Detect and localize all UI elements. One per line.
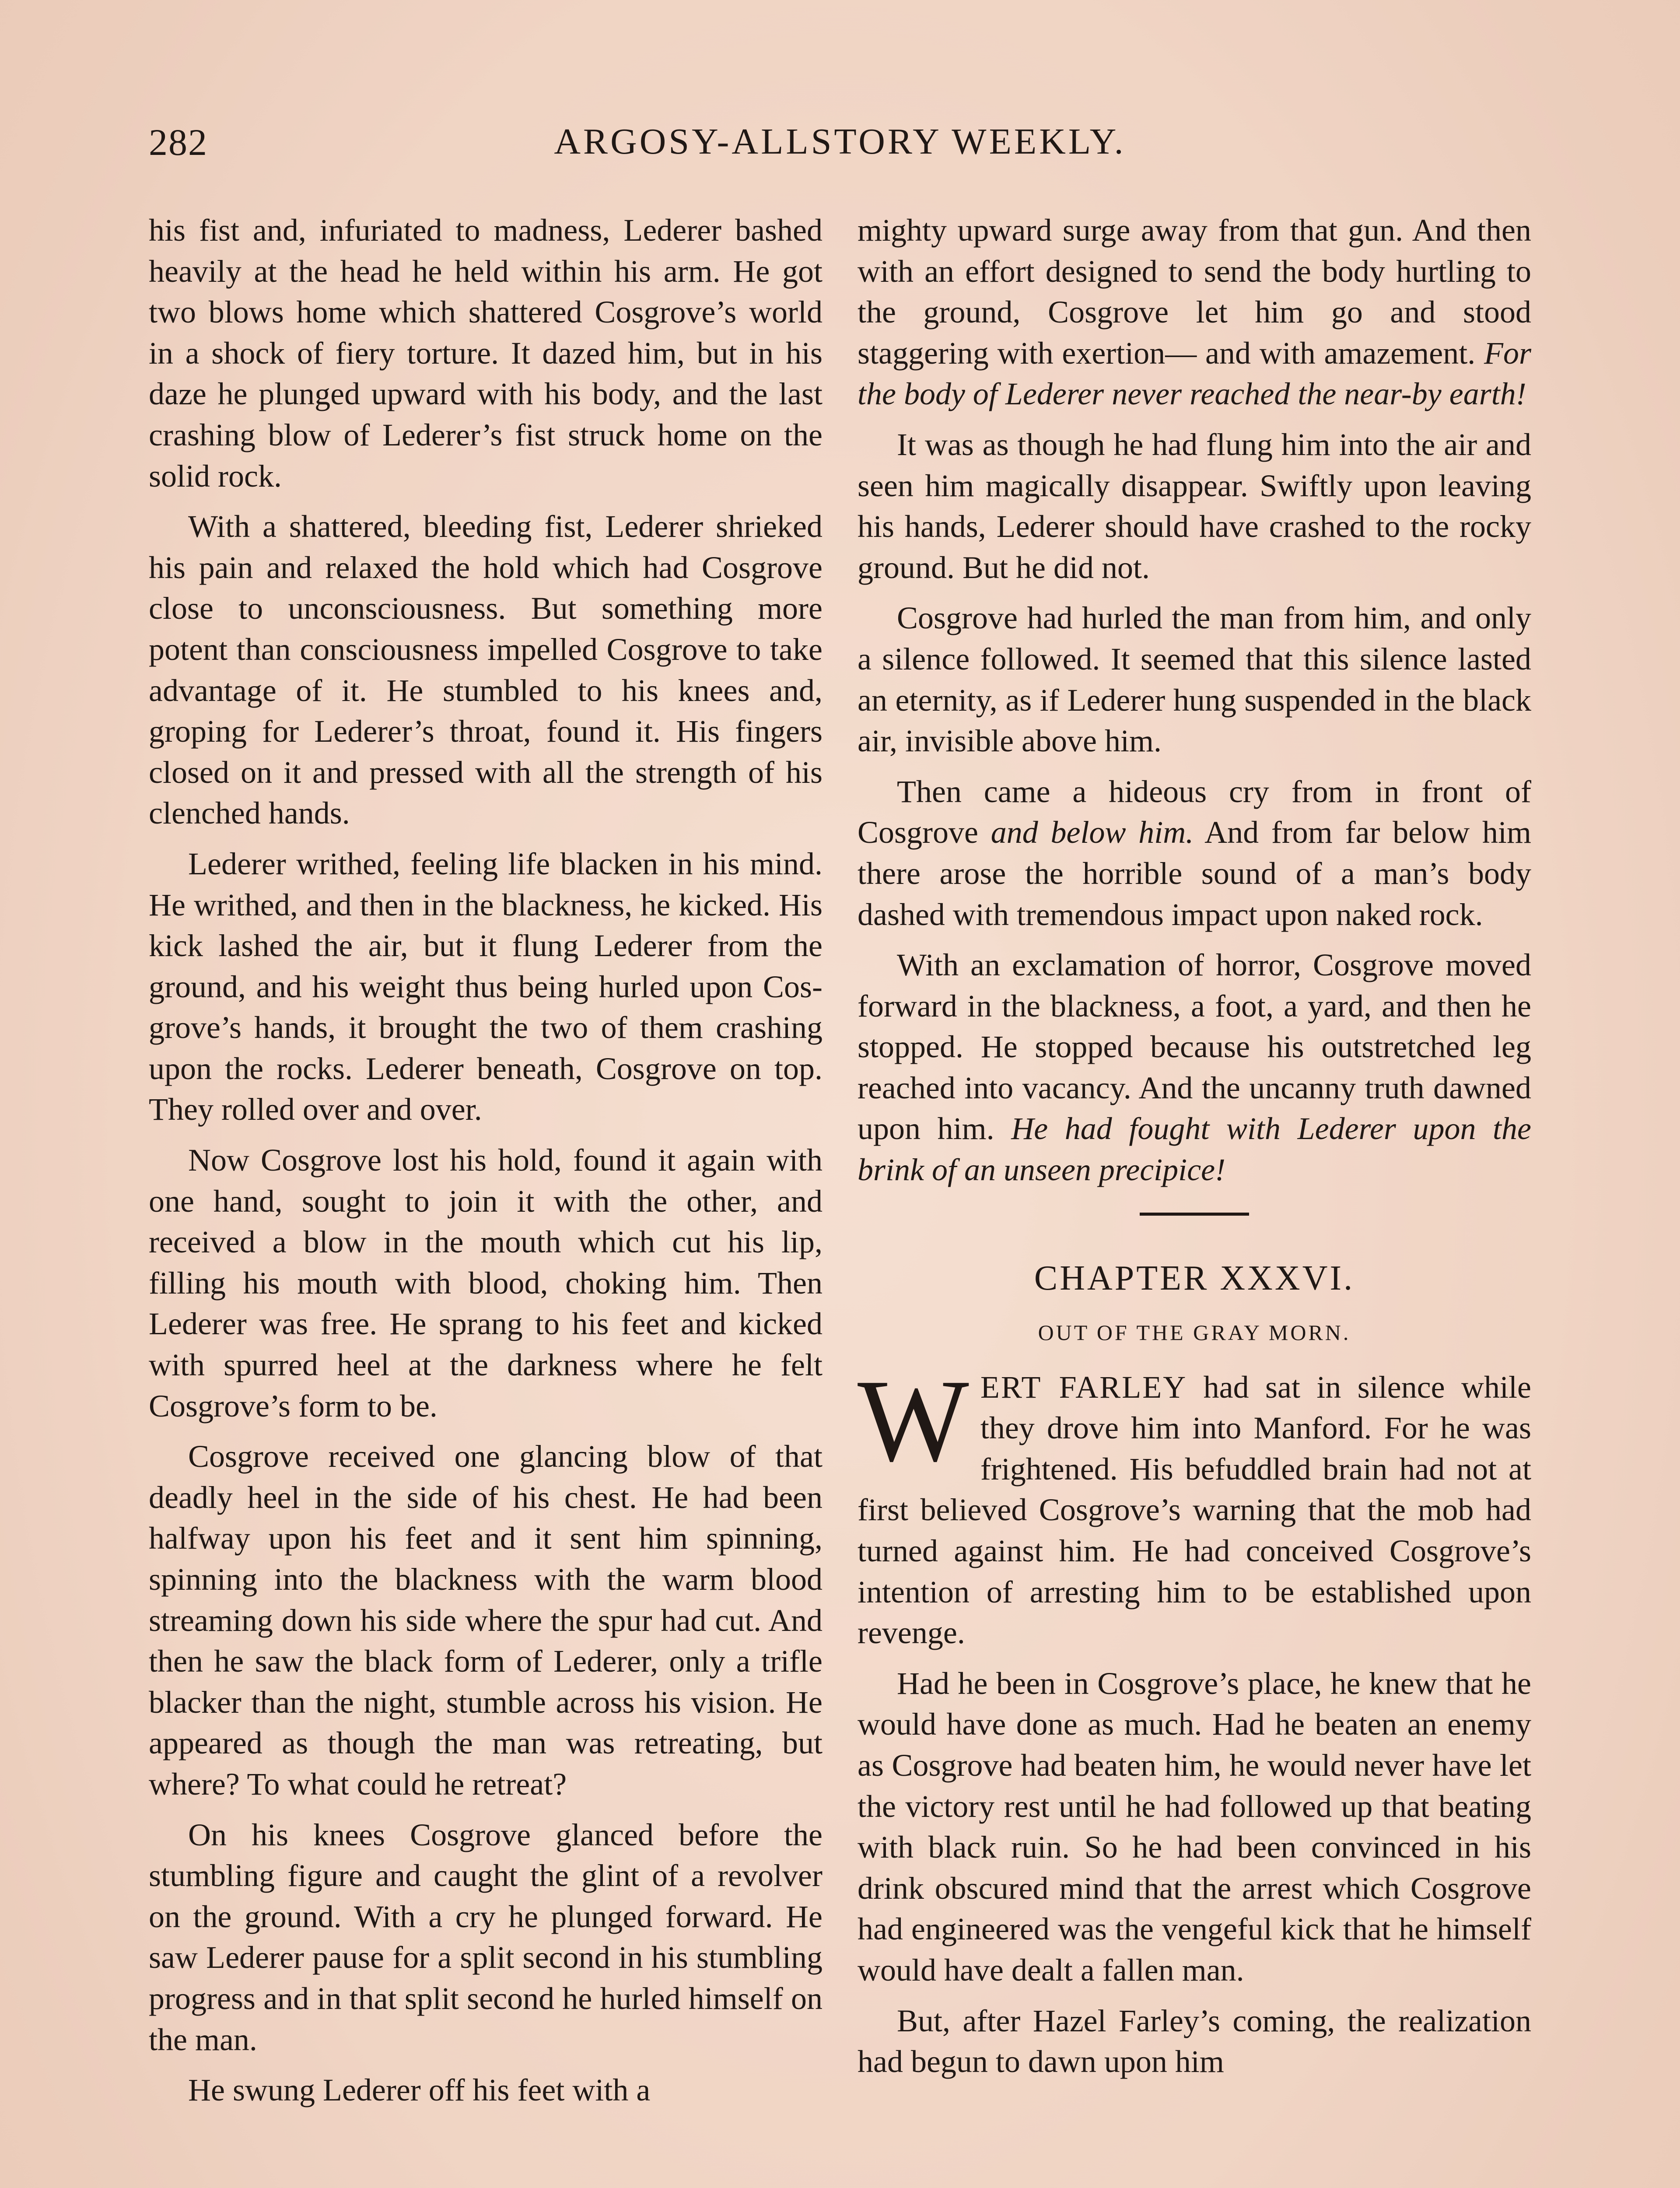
small-caps-text: ERT FARLEY <box>980 1369 1187 1405</box>
italic-text: For the body of Lederer never reached the near-by earth! <box>858 335 1531 412</box>
paragraph <box>858 945 1531 1191</box>
paragraph <box>858 1355 1531 1654</box>
paragraph: Cosgrove had hurled the man from him, and only a silence followed. It seemed that this silence lasted an eternity, as if Lederer hung suspended in the black air, invisible above him. <box>858 600 1531 759</box>
italic-text: and below him. <box>990 815 1194 850</box>
paragraph-text: And from far below him there arose the horrible sound of a man’s body dashed with tremendous impact upon naked rock. <box>858 815 1531 932</box>
paragraph <box>858 210 1531 415</box>
paragraph: But, after Hazel Farley’s coming, the realization had begun to dawn upon him <box>858 2003 1531 2079</box>
paragraph-text: mighty upward surge away from that gun. And then with an effort designed to send the body hurtling to the ground, Cosgrove let him go and stood staggering with exertion— and with amazement. <box>858 213 1531 371</box>
chapter-subtitle: OUT OF THE GRAY MORN. <box>1038 1320 1351 1345</box>
paragraph-text: had sat in silence while they drove him into Manford. For he was frightened. His befuddled brain had not at first believed Cosgrove’s warning that the mob had turned against him. He had conceived Cosgrove’s intention of arresting him to be established upon revenge. <box>858 1369 1531 1651</box>
paragraph <box>858 771 1531 935</box>
paragraph: It was as though he had flung him into the air and seen him magically disappear. Swiftly upon leaving his hands, Lederer should have crashed to the rocky ground. But he did not. <box>858 427 1531 585</box>
paragraph: He swung Lederer off his feet with a <box>188 2072 651 2108</box>
paragraph: Had he been in Cosgrove’s place, he knew that he would have done as much. Had he beaten an enemy as Cosgrove had beaten him, he would never have let the victory rest until he had followed up that beating with black ruin. So he had been convinced in his drink obscured mind that the arrest which Cosgrove had engineered was the vengeful kick that he himself would have dealt a fallen man. <box>858 1666 1531 1988</box>
left-column <box>149 210 822 2111</box>
right-column <box>858 210 1531 2083</box>
chapter-title: CHAPTER XXXVI. <box>1034 1259 1355 1297</box>
running-title: ARGOSY-ALLSTORY WEEKLY. <box>554 121 1126 162</box>
paragraph-text: Then came a hideous cry from in front of Cosgrove <box>858 774 1531 850</box>
paragraph: On his knees Cosgrove glanced before the stumbling figure and caught the glint of a revolver on the ground. With a cry he plunged forward. He saw Lederer pause for a split second in his stumbling progress and in that split second he hurled himself on the man. <box>149 1817 822 2057</box>
paragraph-text: With an exclamation of horror, Cosgrove moved forward in the blackness, a foot, a yard, and then he stopped. He stopped because his outstretched leg reached into vacancy. And the uncanny truth dawned upon him. <box>858 947 1531 1147</box>
section-divider <box>1140 1213 1249 1216</box>
page-number: 282 <box>149 121 208 163</box>
paragraph: his fist and, infuriated to madness, Lederer bashed heavily at the head he held within his arm. He got two blows home which shattered Cosgrove’s world in a shock of fiery torture. It dazed him, but in his daze he plunged upward with his body, and the last crashing blow of Lederer’s fist struck home on the solid rock. <box>149 213 822 494</box>
paragraph: Cosgrove received one glancing blow of that deadly heel in the side of his chest. He had been halfway upon his feet and it sent him spinning, spinning into the blackness with the warm blood streaming down his side where the spur had cut. And then he saw the black form of Lederer, only a trifle blacker than the night, stumble across his vision. He appeared as though the man was retreating, but where? To what could he retreat? <box>149 1439 822 1802</box>
paragraph: Lederer writhed, feeling life blacken in his mind. He writhed, and then in the blackness, he kicked. His kick lashed the air, but it flung Lederer from the ground, and his weight thus being hurled upon Cosgrove’s hands, it brought the two of them crashing upon the rocks. Lederer beneath, Cosgrove on top. They rolled over and over. <box>149 846 822 1127</box>
drop-cap: W <box>858 1355 969 1486</box>
paragraph: Now Cosgrove lost his hold, found it again with one hand, sought to join it with the other, and received a blow in the mouth which cut his lip, filling his mouth with blood, choking him. Then Lederer was free. He sprang to his feet and kicked with spurred heel at the darkness where he felt Cosgrove’s form to be. <box>149 1143 822 1424</box>
paragraph: With a shattered, bleeding fist, Lederer shrieked his pain and relaxed the hold which had Cosgrove close to unconsciousness. But something more potent than consciousness impelled Cosgrove to take advantage of it. He stumbled to his knees and, groping for Lederer’s throat, found it. His fingers closed on it and pressed with all the strength of his clenched hands. <box>149 509 822 831</box>
page-header <box>149 120 1531 177</box>
italic-text: He had fought with Lederer upon the brink of an unseen precipice! <box>858 1111 1531 1188</box>
